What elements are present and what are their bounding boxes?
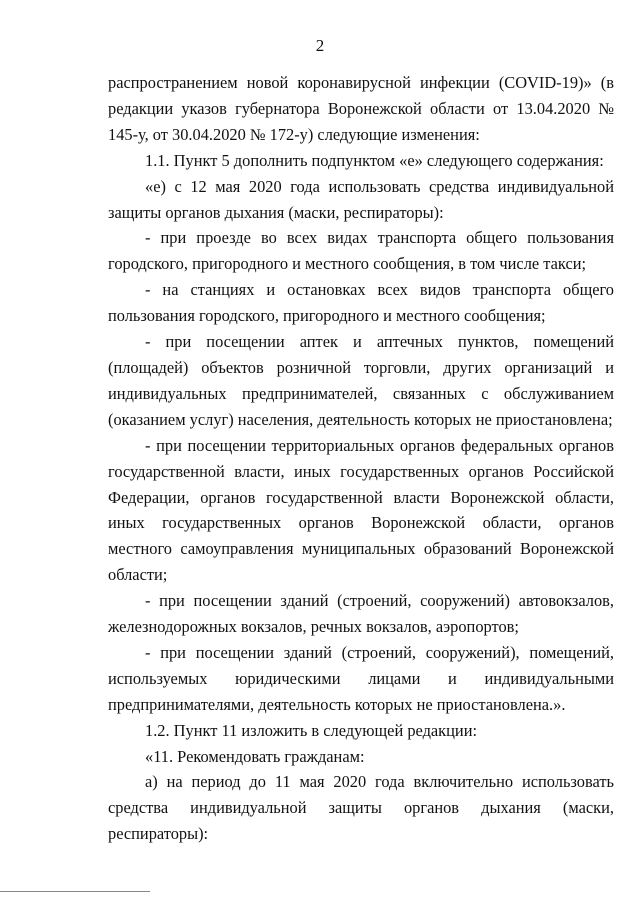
list-item-stations: - на станциях и остановках всех видов транспорта общего пользования городского, пригородного и местного сообщения; bbox=[108, 280, 614, 326]
list-item-buildings: - при посещении зданий (строений, сооружений), помещений, используемых юридическими лицами и индивидуальными предпринимателями, деятельность которых не приостановлена.». bbox=[108, 642, 614, 714]
document-body bbox=[108, 70, 614, 847]
list-item-pharmacies: - при посещении аптек и аптечных пунктов, помещений (площадей) объектов розничной торговли, других организаций и индивидуальных предпринимателей, связанных с обслуживанием (оказанием услуг) населения, деятельность которых не приостановлена; bbox=[108, 332, 614, 429]
list-item-transport: - при проезде во всех видах транспорта общего пользования городского, пригородного и местного сообщения, в том числе такси; bbox=[108, 228, 614, 274]
list-item-terminals: - при посещении зданий (строений, сооружений) автовокзалов, железнодорожных вокзалов, речных вокзалов, аэропортов; bbox=[108, 591, 614, 637]
paragraph-subitem-a: а) на период до 11 мая 2020 года включительно использовать средства индивидуальной защиты органов дыхания (маски, респираторы): bbox=[108, 772, 614, 844]
paragraph-item-1-1: 1.1. Пункт 5 дополнить подпунктом «е» следующего содержания: bbox=[145, 150, 604, 170]
paragraph-item-1-2: 1.2. Пункт 11 изложить в следующей редакции: bbox=[145, 720, 478, 740]
paragraph-item-11: «11. Рекомендовать гражданам: bbox=[145, 746, 365, 766]
footer-divider bbox=[0, 891, 150, 892]
page-number: 2 bbox=[315, 36, 325, 55]
paragraph-intro-continuation: распространением новой коронавирусной инфекции (COVID-19)» (в редакции указов губернатора Воронежской области от 13.04.2020 № 145-у, от 30.04.2020 № 172-у) следующие изменения: bbox=[108, 73, 614, 144]
list-item-government-bodies: - при посещении территориальных органов федеральных органов государственной власти, иных государственных органов Российской Федерации, органов государственной власти Воронежской области, иных государственных органов Воронежской области, органов местного самоуправления муниципальных образований Воронежской области; bbox=[108, 435, 614, 585]
paragraph-subitem-e: «е) с 12 мая 2020 года использовать средства индивидуальной защиты органов дыхания (маски, респираторы): bbox=[108, 176, 614, 222]
